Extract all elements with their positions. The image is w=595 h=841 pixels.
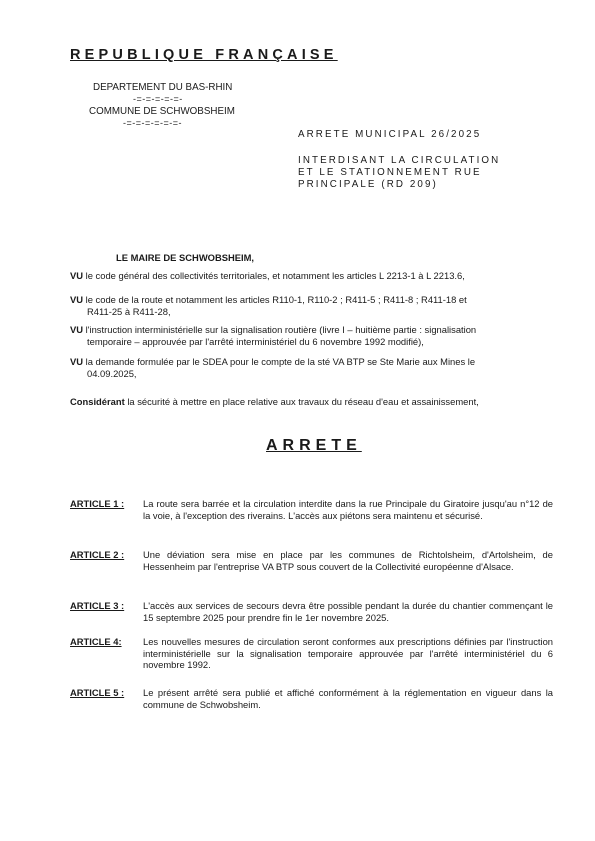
article-label: ARTICLE 5 : [70,687,125,698]
article-text: Le présent arrêté sera publié et affiché conformément à la réglementation en vigueur dans la commune de Schwobsheim. [143,687,553,710]
article-text: La route sera barrée et la circulation interdite dans la rue Principale du Giratoire jusqu'au n°12 de la voie, à l'exception des riverains. L'accès aux piétons sera maintenu et sécurisé. [143,498,553,521]
visa-text: la demande formulée par le SDEA pour le compte de la sté VA BTP se Ste Marie aux Mines le [85,356,476,367]
visa-continuation: 04.09.2025, [87,367,137,379]
republique-francaise-heading: REPUBLIQUE FRANÇAISE [70,47,338,63]
visa-3 [70,324,548,347]
article-label: ARTICLE 2 : [70,549,125,560]
arrete-number: ARRETE MUNICIPAL 26/2025 [298,129,482,140]
article-label: ARTICLE 1 : [70,498,125,509]
visa-4 [70,356,548,379]
article-label: ARTICLE 4: [70,636,122,647]
visa-lead: VU [70,324,84,335]
departement-divider: -=-=-=-=-=- [133,94,183,104]
visa-continuation: R411-25 à R411-28, [87,305,171,317]
article-text: Une déviation sera mise en place par les communes de Richtolsheim, d'Artolsheim, de Hessenheim par l'entreprise VA BTP sous couvert de la Collectivité européenne d'Alsace. [143,549,553,572]
commune-label: COMMUNE DE SCHWOBSHEIM [89,106,235,117]
commune-divider: -=-=-=-=-=-=- [123,118,183,128]
considerant-lead: Considérant [70,396,125,407]
considerant-text: la sécurité à mettre en place relative aux travaux du réseau d'eau et assainissement, [127,396,479,407]
visa-continuation: temporaire – approuvée par l'arrêté interministériel du 6 novembre 1992 modifié), [87,335,424,347]
maire-heading: LE MAIRE DE SCHWOBSHEIM, [116,252,255,263]
visa-text: le code de la route et notamment les articles R110-1, R110-2 ; R411-5 ; R411-8 ; R411-18 et [85,294,467,305]
article-text: Les nouvelles mesures de circulation seront conformes aux prescriptions définies par l'instruction interministérielle sur la signalisation temporaire approuvée par l'arrêté interministériel du 6 novembre 1992. [143,636,553,670]
arrete-subject-line-1: INTERDISANT LA CIRCULATION [298,155,501,166]
considerant [70,396,548,408]
arrete-title: ARRETE [266,437,362,454]
article-label: ARTICLE 3 : [70,600,125,611]
visa-1 [70,270,548,282]
arrete-subject-line-2: ET LE STATIONNEMENT RUE [298,167,482,178]
departement-label: DEPARTEMENT DU BAS-RHIN [93,82,233,93]
visa-lead: VU [70,356,84,367]
visa-text: le code général des collectivités territoriales, et notamment les articles L 2213-1 à L 2213.6, [85,270,465,281]
visa-2 [70,294,548,317]
visa-text: l'instruction interministérielle sur la signalisation routière (livre I – huitième partie : signalisation [85,324,477,335]
article-text: L'accès aux services de secours devra être possible pendant la durée du chantier commençant le 15 septembre 2025 pour prendre fin le 1er novembre 2025. [143,600,553,623]
arrete-subject-line-3: PRINCIPALE (RD 209) [298,179,438,190]
visa-lead: VU [70,270,84,281]
visa-lead: VU [70,294,84,305]
